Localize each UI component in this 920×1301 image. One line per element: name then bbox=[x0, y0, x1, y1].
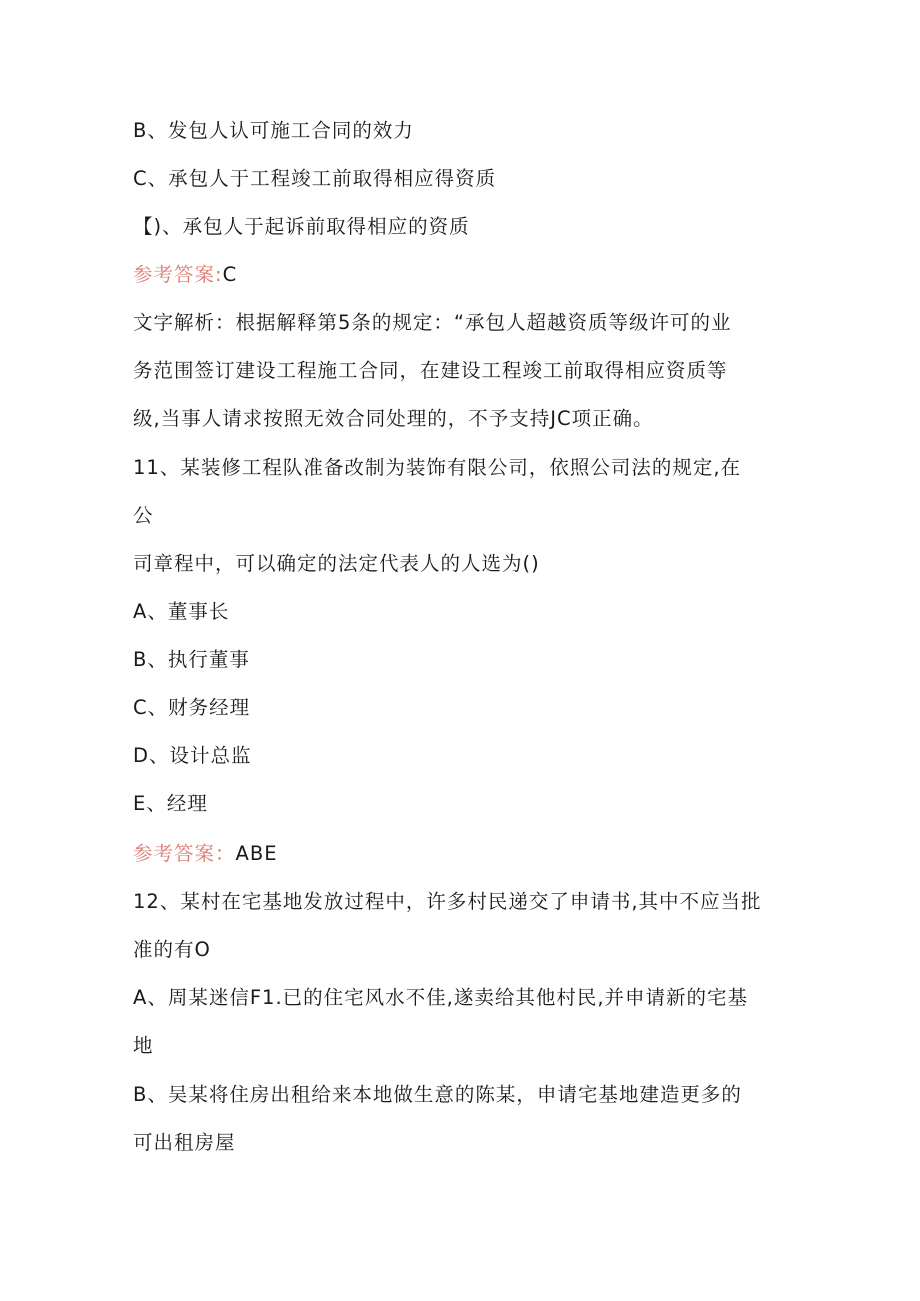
answer-q10 bbox=[133, 262, 237, 288]
option-a-q12-line-2: 地 bbox=[133, 1034, 154, 1057]
question-12-line-2: 准的有O bbox=[133, 938, 211, 961]
option-e-q11: E、经理 bbox=[133, 792, 208, 815]
answer-q11 bbox=[133, 841, 278, 867]
option-d-q11: D、设计总监 bbox=[133, 744, 252, 767]
option-b-q11: B、执行董事 bbox=[133, 648, 250, 671]
option-c-q10: C、承包人于工程竣工前取得相应得资质 bbox=[133, 167, 497, 190]
option-b-q10: B、发包人认可施工合同的效力 bbox=[133, 119, 414, 142]
explanation-line-3: 级,当事人请求按照无效合同处理的，不予支持JC项正确。 bbox=[133, 407, 654, 430]
option-b-q12-line-1: B、吴某将住房出租给来本地做生意的陈某，申请宅基地建造更多的 bbox=[133, 1083, 742, 1106]
question-11-line-1: 11、某装修工程队准备改制为装饰有限公司，依照公司法的规定,在 bbox=[133, 456, 742, 479]
question-11-line-3: 司章程中，可以确定的法定代表人的人选为() bbox=[133, 552, 540, 575]
option-a-q12-line-1: A、周某迷信F1.已的住宅风水不佳,遂卖给其他村民,并申请新的宅基 bbox=[133, 986, 749, 1009]
answer-value: ABE bbox=[235, 842, 278, 865]
answer-label: 参考答案： bbox=[133, 842, 236, 865]
option-a-q11: A、董事长 bbox=[133, 600, 230, 623]
answer-label: 参考答案: bbox=[133, 263, 223, 286]
question-12-line-1: 12、某村在宅基地发放过程中，许多村民递交了申请书,其中不应当批 bbox=[133, 890, 762, 913]
explanation-line-2: 务范围签订建设工程施工合同，在建设工程竣工前取得相应资质等 bbox=[133, 359, 728, 382]
question-11-line-2: 公 bbox=[133, 504, 154, 527]
option-c-q11: C、财务经理 bbox=[133, 696, 251, 719]
option-d-q10: 【)、承包人于起诉前取得相应的资质 bbox=[133, 215, 470, 238]
answer-value: C bbox=[222, 263, 238, 286]
explanation-line-1: 文字解析：根据解释第5条的规定：“承包人超越资质等级许可的业 bbox=[133, 311, 732, 334]
option-b-q12-line-2: 可出租房屋 bbox=[133, 1131, 236, 1154]
